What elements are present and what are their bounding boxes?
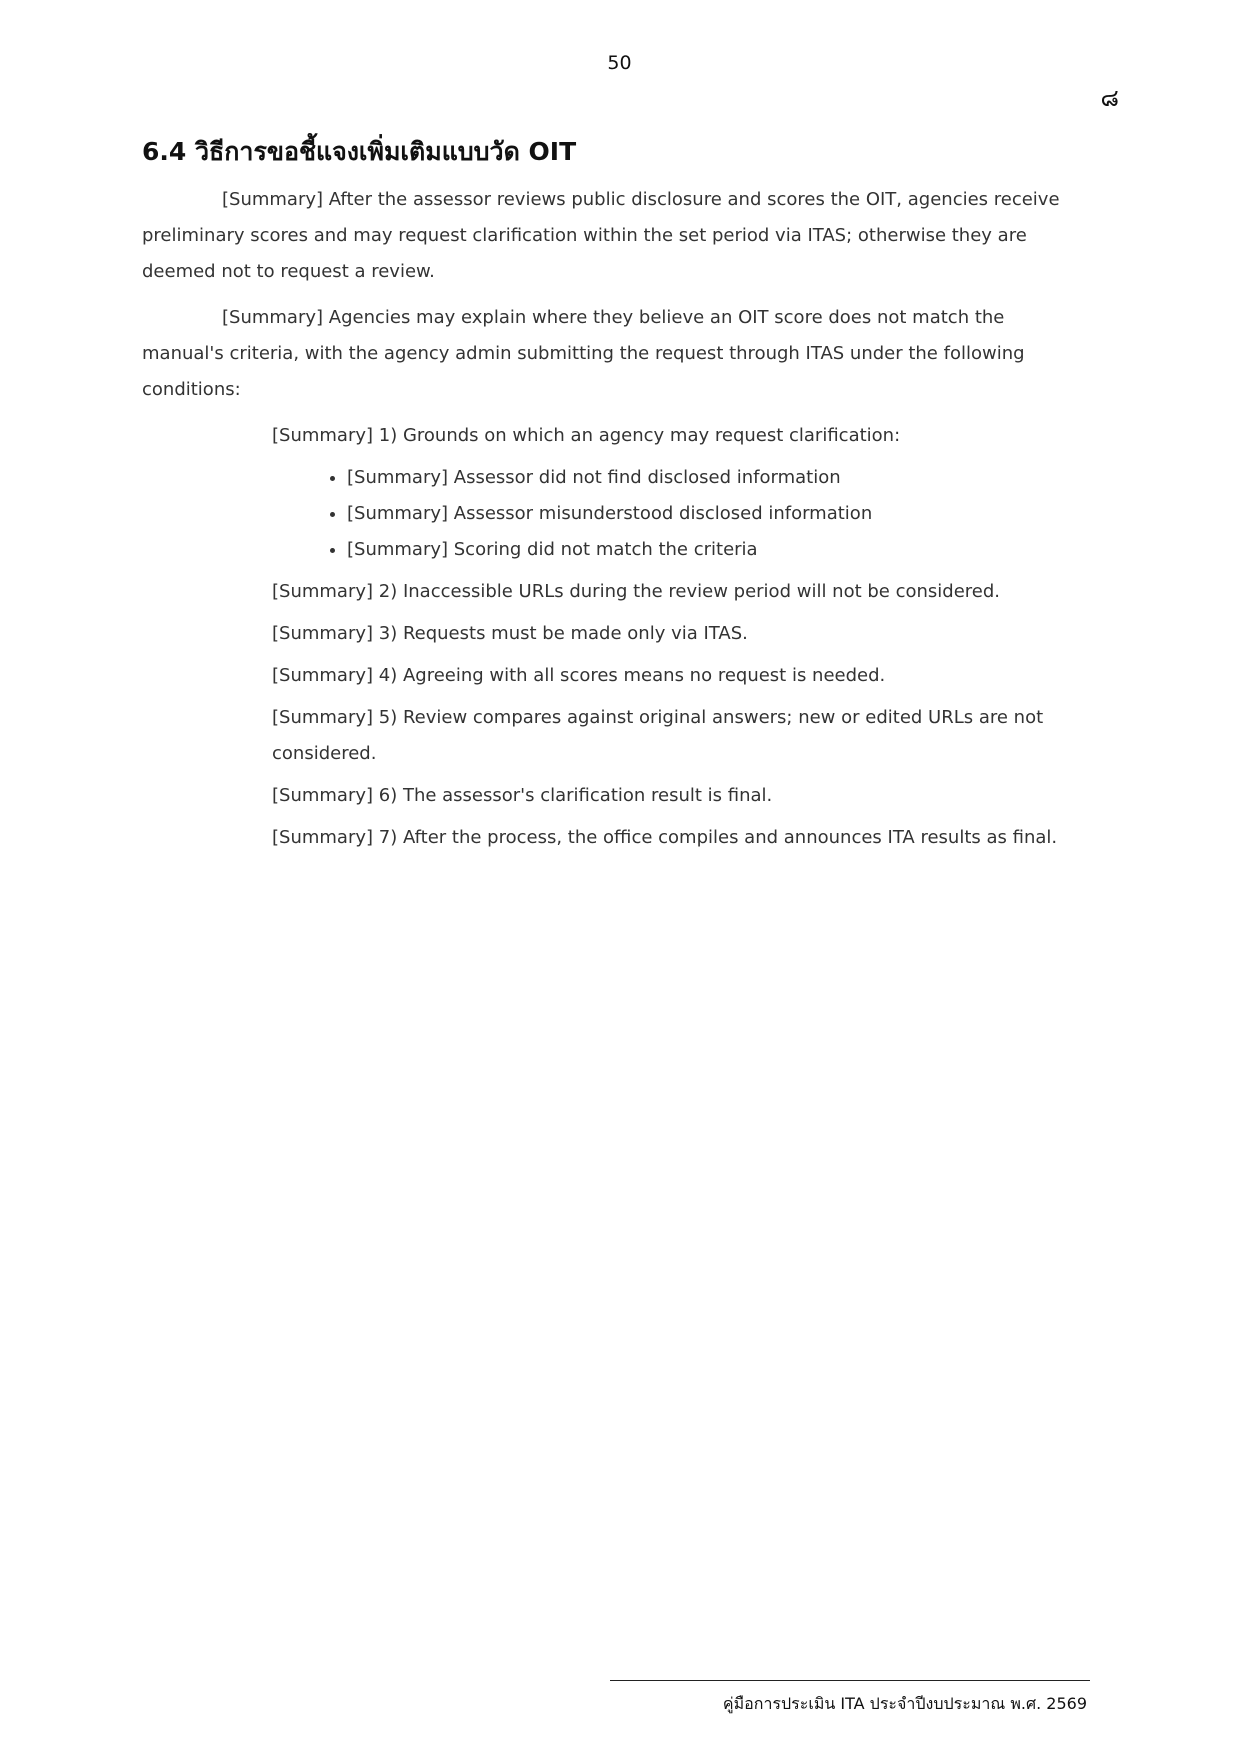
bullet-item: • [Summary] Assessor misunderstood disclosed information — [347, 496, 1087, 532]
conditions-list — [142, 418, 1087, 856]
paragraph-1: [Summary] After the assessor reviews public disclosure and scores the OIT, agencies receive preliminary scores and may request clarification within the set period via ITAS; otherwise they are deemed not to request a review. — [142, 189, 1060, 282]
bullet-item: • [Summary] Assessor did not find disclosed information — [347, 460, 1087, 496]
condition-1-bullets — [347, 460, 1087, 568]
condition-7: [Summary] 7) After the process, the office compiles and announces ITA results as final. — [272, 827, 1058, 848]
condition-1: [Summary] 1) Grounds on which an agency may request clarification: — [272, 425, 901, 446]
page-number: 50 — [607, 52, 632, 74]
footer-divider — [610, 1680, 1090, 1681]
condition-3: [Summary] 3) Requests must be made only via ITAS. — [272, 623, 748, 644]
section-heading: 6.4 วิธีการขอชี้แจงเพิ่มเติมแบบวัด OIT — [142, 137, 577, 166]
footer-caption: คู่มือการประเมิน ITA ประจำปีงบประมาณ พ.ศ. 2569 — [722, 1694, 1087, 1713]
section-6-4 — [142, 132, 1087, 862]
paragraph-2: [Summary] Agencies may explain where they believe an OIT score does not match the manual's criteria, with the agency admin submitting the request through ITAS under the following conditions: — [142, 307, 1025, 400]
condition-5: [Summary] 5) Review compares against original answers; new or edited URLs are not considered. — [272, 707, 1044, 764]
bullet-item: • [Summary] Scoring did not match the criteria — [347, 532, 1087, 568]
condition-2: [Summary] 2) Inaccessible URLs during the review period will not be considered. — [272, 581, 1001, 602]
condition-4: [Summary] 4) Agreeing with all scores means no request is needed. — [272, 665, 886, 686]
condition-6: [Summary] 6) The assessor's clarification result is final. — [272, 785, 773, 806]
handwritten-page-mark: ๘ — [1100, 84, 1119, 112]
